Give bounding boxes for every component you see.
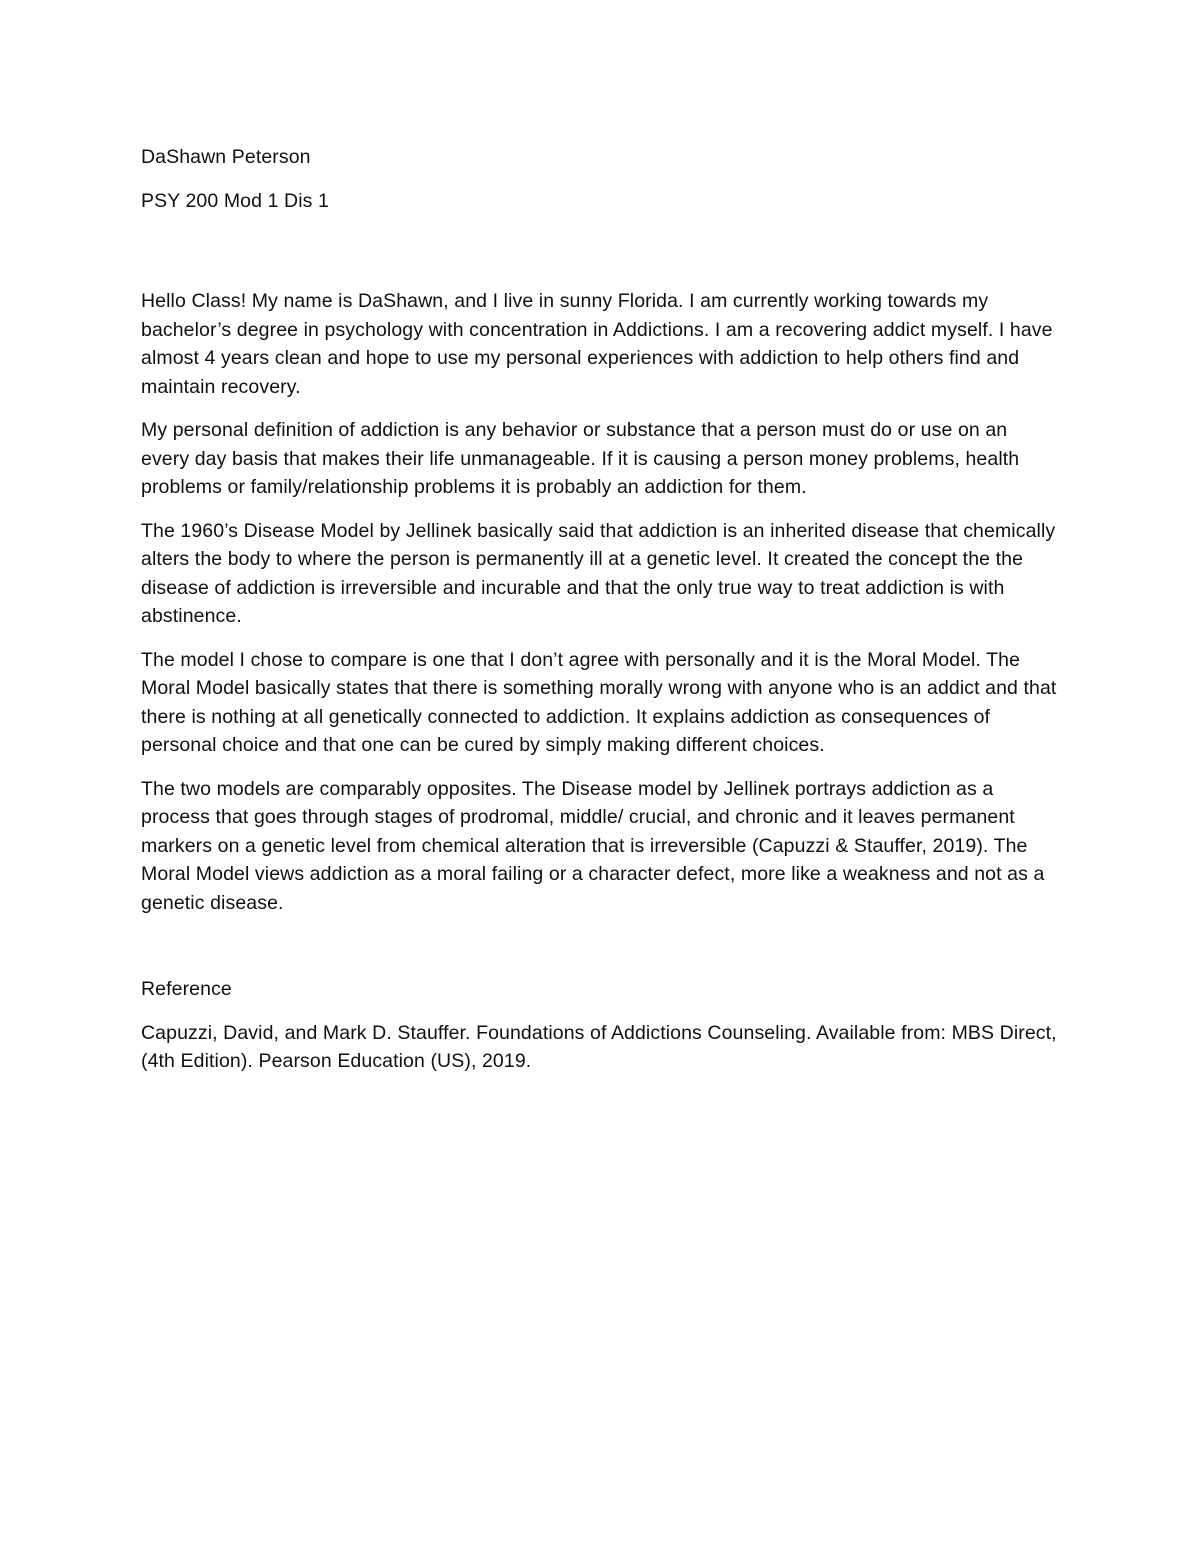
author-name: DaShawn Peterson <box>141 146 311 168</box>
document-body <box>141 143 1059 1091</box>
course-title: PSY 200 Mod 1 Dis 1 <box>141 189 329 212</box>
paragraph-definition: My personal definition of addiction is any behavior or substance that a person must do or use on an every day basis that makes their life unmanageable. If it is causing a person money problems, health problems or family/relationship problems it is probably an addiction for them. <box>141 419 1020 498</box>
paragraph-disease-model: The 1960’s Disease Model by Jellinek basically said that addiction is an inherited disease that chemically alters the body to where the person is permanently ill at a genetic level. It created the concept the the disease of addiction is irreversible and incurable and that the only true way to treat addiction is with abstinence. <box>141 519 1056 627</box>
reference-citation: Capuzzi, David, and Mark D. Stauffer. Foundations of Addictions Counseling. Available from: MBS Direct, (4th Edition). Pearson Education (US), 2019. <box>141 1021 1057 1072</box>
paragraph-moral-model: The model I chose to compare is one that I don’t agree with personally and it is the Moral Model. The Moral Model basically states that there is something morally wrong with anyone who is an addict and that there is nothing at all genetically connected to addiction. It explains addiction as consequences of personal choice and that one can be cured by simply making different choices. <box>141 648 1057 756</box>
reference-heading: Reference <box>141 978 232 1000</box>
paragraph-comparison: The two models are comparably opposites. The Disease model by Jellinek portrays addiction as a process that goes through stages of prodromal, middle/ crucial, and chronic and it leaves permanent markers on a genetic level from chemical alteration that is irreversible (Capuzzi & Stauffer, 2019). The Moral Model views addiction as a moral failing or a character defect, more like a weakness and not as a genetic disease. <box>141 777 1045 914</box>
paragraph-introduction: Hello Class! My name is DaShawn, and I live in sunny Florida. I am currently working towards my bachelor’s degree in psychology with concentration in Addictions. I am a recovering addict myself. I have almost 4 years clean and hope to use my personal experiences with addiction to help others find and maintain recovery. <box>141 290 1053 398</box>
